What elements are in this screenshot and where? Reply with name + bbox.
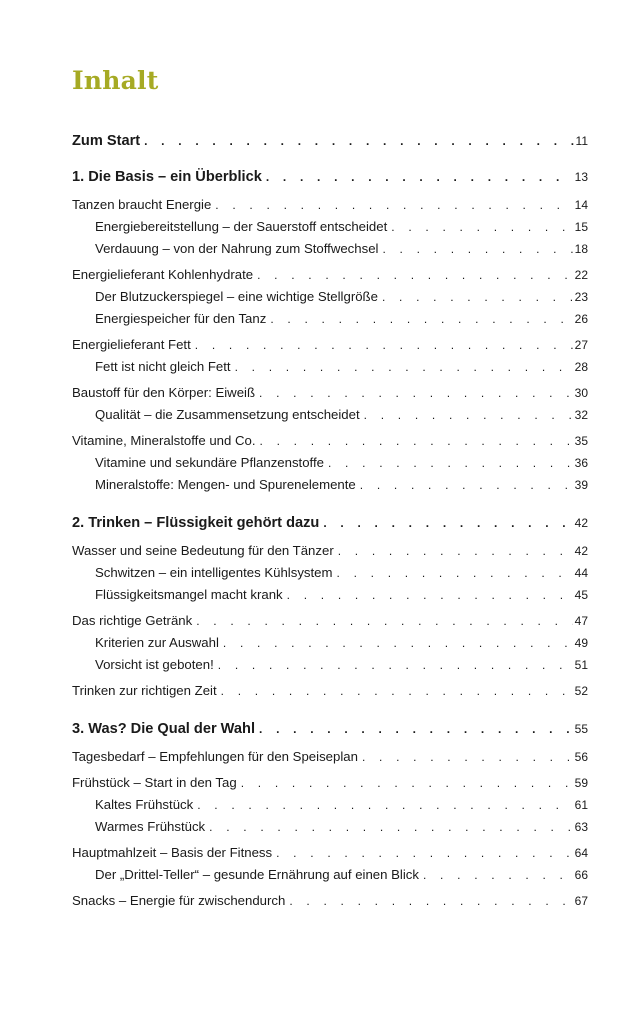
toc-entry-page-number: 56 (574, 750, 588, 764)
toc-entry-section[interactable] (72, 610, 588, 632)
toc-entry-sub[interactable] (72, 356, 588, 378)
toc-entry-sub[interactable] (72, 474, 588, 496)
toc-entry-title: 2. Trinken – Flüssigkeit gehört dazu (72, 515, 320, 531)
spacer (72, 496, 588, 510)
toc-entry-page-number: 51 (574, 658, 588, 672)
toc-entry-sub[interactable] (72, 404, 588, 426)
toc-entry-page-number: 44 (574, 566, 588, 580)
toc-entry-page-number: 28 (574, 360, 588, 374)
toc-entry-title: Trinken zur richtigen Zeit (72, 683, 217, 698)
dot-leader (270, 308, 572, 330)
toc-entry-section[interactable] (72, 264, 588, 286)
toc-entry-page-number: 66 (574, 868, 588, 882)
toc-entry-title: Tanzen braucht Energie (72, 197, 212, 212)
dot-leader (382, 238, 572, 260)
dot-leader (287, 584, 573, 606)
toc-entry-sub[interactable] (72, 216, 588, 238)
dot-leader (266, 164, 573, 190)
toc-entry-page-number: 15 (574, 220, 588, 234)
toc-entry-title: Mineralstoffe: Mengen- und Spurenelemente (95, 477, 356, 492)
dot-leader (209, 816, 572, 838)
toc-entry-section[interactable] (72, 890, 588, 912)
toc-entry-chapter[interactable] (72, 164, 588, 190)
dot-leader (259, 382, 573, 404)
toc-entry-page-number: 11 (575, 134, 588, 148)
toc-entry-page-number: 22 (574, 268, 588, 282)
dot-leader (197, 794, 572, 816)
toc-entry-section[interactable] (72, 540, 588, 562)
toc-entry-page-number: 23 (574, 290, 588, 304)
toc-entry-title: Vorsicht ist geboten! (95, 657, 214, 672)
toc-entry-page-number: 59 (574, 776, 588, 790)
page-title: Inhalt (72, 66, 159, 95)
toc-entry-title: Energiespeicher für den Tanz (95, 311, 267, 326)
toc-entry-title: Energiebereitstellung – der Sauerstoff entscheidet (95, 219, 388, 234)
toc-entry-page-number: 35 (574, 434, 588, 448)
toc-entry-sub[interactable] (72, 794, 588, 816)
toc-entry-page-number: 63 (574, 820, 588, 834)
toc-entry-title: 3. Was? Die Qual der Wahl (72, 721, 255, 737)
toc-entry-page-number: 64 (574, 846, 588, 860)
toc-entry-title: Tagesbedarf – Empfehlungen für den Speiseplan (72, 749, 358, 764)
dot-leader (362, 746, 573, 768)
toc-entry-sub[interactable] (72, 584, 588, 606)
toc-entry-title: Warmes Frühstück (95, 819, 206, 834)
dot-leader (221, 680, 573, 702)
toc-entry-sub[interactable] (72, 816, 588, 838)
toc-entry-page-number: 18 (574, 242, 588, 256)
toc-entry-page-number: 42 (574, 516, 588, 530)
toc-entry-section[interactable] (72, 430, 588, 452)
toc-entry-sub[interactable] (72, 654, 588, 676)
dot-leader (196, 610, 572, 632)
dot-leader (382, 286, 573, 308)
toc-entry-sub[interactable] (72, 286, 588, 308)
dot-leader (259, 716, 573, 742)
toc-entry-page-number: 55 (574, 722, 588, 736)
toc-entry-title: Vitamine und sekundäre Pflanzenstoffe (95, 455, 324, 470)
dot-leader (328, 452, 573, 474)
toc-entry-title: Fett ist nicht gleich Fett (95, 359, 231, 374)
toc-entry-title: Verdauung – von der Nahrung zum Stoffwechsel (95, 241, 379, 256)
dot-leader (391, 216, 572, 238)
dot-leader (364, 404, 573, 426)
dot-leader (423, 864, 573, 886)
dot-leader (360, 474, 573, 496)
toc-entry-section[interactable] (72, 194, 588, 216)
toc-entry-page-number: 67 (574, 894, 588, 908)
toc-entry-title: Der „Drittel-Teller“ – gesunde Ernährung auf einen Blick (95, 867, 419, 882)
toc-entry-title: Baustoff für den Körper: Eiweiß (72, 385, 256, 400)
toc-entry-page-number: 47 (574, 614, 588, 628)
dot-leader (218, 654, 573, 676)
toc-entry-page-number: 36 (574, 456, 588, 470)
dot-leader (257, 264, 573, 286)
toc-entry-title: Energielieferant Fett (72, 337, 191, 352)
toc-entry-page-number: 27 (574, 338, 588, 352)
toc-entry-section[interactable] (72, 382, 588, 404)
dot-leader (289, 890, 572, 912)
toc-entry-title: Schwitzen – ein intelligentes Kühlsystem (95, 565, 333, 580)
toc-entry-title: Frühstück – Start in den Tag (72, 775, 237, 790)
toc-entry-page-number: 14 (574, 198, 588, 212)
toc-entry-title: Das richtige Getränk (72, 613, 193, 628)
dot-leader (260, 430, 573, 452)
dot-leader (144, 128, 573, 154)
toc-entry-section[interactable] (72, 772, 588, 794)
dot-leader (337, 562, 573, 584)
toc-entry-page-number: 30 (574, 386, 588, 400)
toc-entry-page-number: 13 (574, 170, 588, 184)
toc-entry-title: Zum Start (72, 133, 141, 149)
toc-entry-section[interactable] (72, 842, 588, 864)
dot-leader (195, 334, 573, 356)
dot-leader (323, 510, 572, 536)
toc-entry-sub[interactable] (72, 238, 588, 260)
toc-entry-page-number: 26 (574, 312, 588, 326)
toc-entry-title: Energielieferant Kohlenhydrate (72, 267, 254, 282)
dot-leader (215, 194, 572, 216)
toc-entry-chapter[interactable] (72, 510, 588, 536)
toc-entry-sub[interactable] (72, 562, 588, 584)
toc-entry-chapter[interactable] (72, 128, 588, 154)
toc-entry-section[interactable] (72, 746, 588, 768)
spacer (72, 154, 588, 164)
toc-entry-section[interactable] (72, 334, 588, 356)
spacer (72, 702, 588, 716)
toc-entry-title: 1. Die Basis – ein Überblick (72, 169, 262, 185)
dot-leader (276, 842, 573, 864)
toc-entry-title: Der Blutzuckerspiegel – eine wichtige Stellgröße (95, 289, 378, 304)
toc-entry-page-number: 42 (574, 544, 588, 558)
toc-entry-sub[interactable] (72, 452, 588, 474)
toc-entry-title: Vitamine, Mineralstoffe und Co. (72, 433, 256, 448)
dot-leader (223, 632, 573, 654)
toc-entry-page-number: 39 (574, 478, 588, 492)
toc-entry-title: Flüssigkeitsmangel macht krank (95, 587, 283, 602)
toc-entry-section[interactable] (72, 680, 588, 702)
table-of-contents (72, 128, 588, 912)
toc-entry-sub[interactable] (72, 864, 588, 886)
toc-entry-page-number: 32 (574, 408, 588, 422)
toc-entry-title: Snacks – Energie für zwischendurch (72, 893, 286, 908)
toc-entry-page-number: 52 (574, 684, 588, 698)
toc-entry-chapter[interactable] (72, 716, 588, 742)
toc-entry-title: Hauptmahlzeit – Basis der Fitness (72, 845, 273, 860)
dot-leader (235, 356, 573, 378)
toc-entry-sub[interactable] (72, 308, 588, 330)
toc-entry-page-number: 49 (574, 636, 588, 650)
toc-entry-sub[interactable] (72, 632, 588, 654)
toc-entry-page-number: 45 (574, 588, 588, 602)
toc-entry-page-number: 61 (574, 798, 588, 812)
dot-leader (338, 540, 573, 562)
dot-leader (241, 772, 573, 794)
toc-entry-title: Kaltes Frühstück (95, 797, 194, 812)
toc-entry-title: Qualität – die Zusammensetzung entscheidet (95, 407, 360, 422)
toc-entry-title: Kriterien zur Auswahl (95, 635, 219, 650)
toc-entry-title: Wasser und seine Bedeutung für den Tänzer (72, 543, 334, 558)
